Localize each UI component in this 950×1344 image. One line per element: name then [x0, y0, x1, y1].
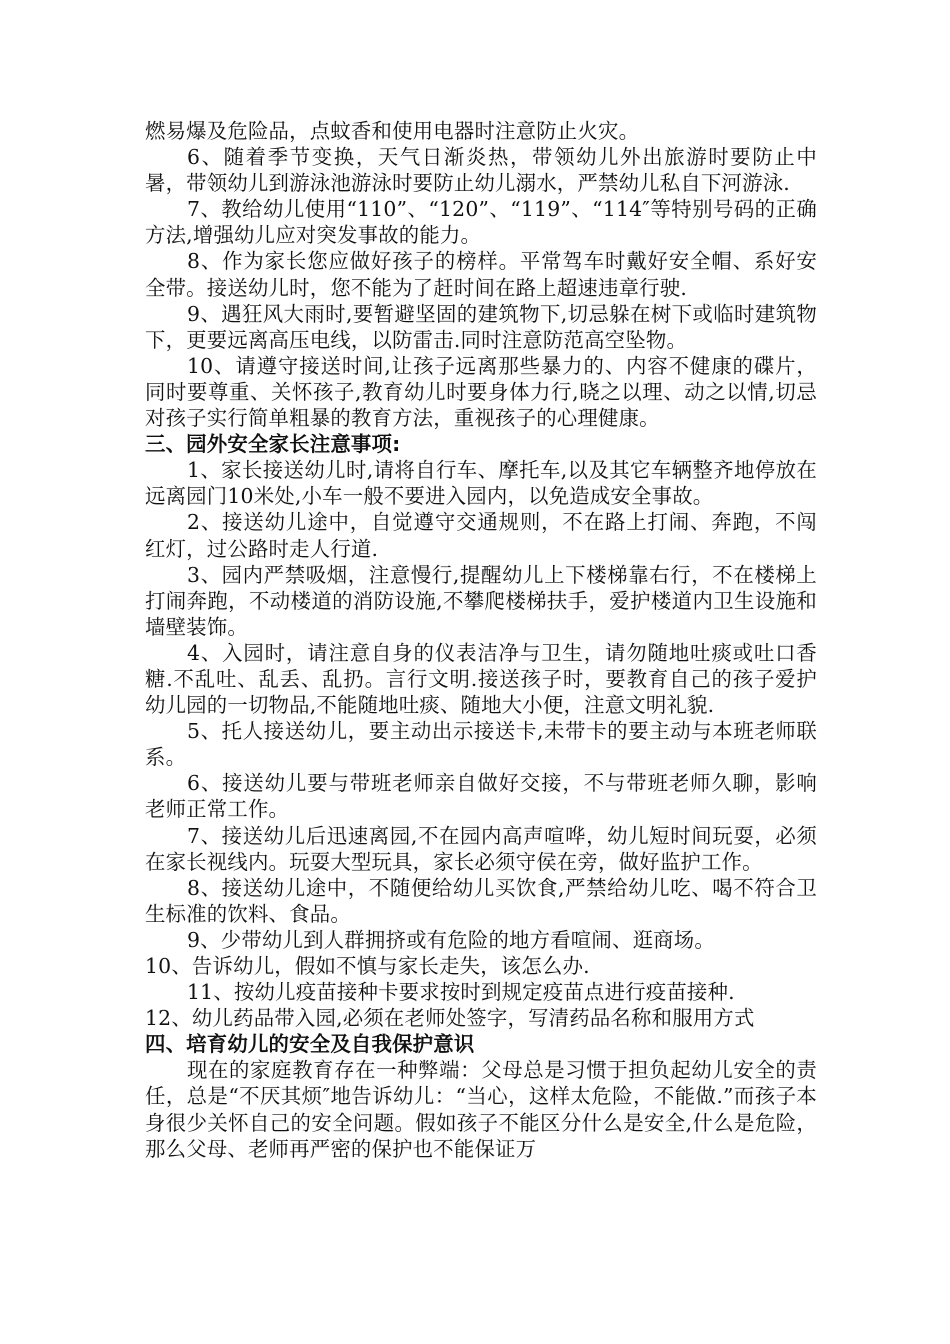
section-heading-3: 三、园外安全家长注意事项: — [145, 432, 401, 457]
paragraph-s3-item-11: 11、按幼儿疫苗接种卡要求按时到规定疫苗点进行疫苗接种. — [187, 980, 735, 1005]
paragraph-item-10-pickup-time: 10、请遵守接送时间,让孩子远离那些暴力的、内容不健康的碟片，同时要尊重、关怀孩子,教育幼儿时要身体力行,晓之以理、动之以情,切忌对孩子实行简单粗暴的教育方法，重视孩子的心理健康。 — [145, 353, 817, 431]
paragraph-s3-item-9: 9、少带幼儿到人群拥挤或有危险的地方看喧闹、逛商场。 — [187, 927, 715, 952]
paragraph-item-9-storm: 9、遇狂风大雨时,要暂避坚固的建筑物下,切忌躲在树下或临时建筑物下，更要远离高压电线，以防雷击.同时注意防范高空坠物。 — [145, 301, 817, 352]
paragraph-s3-item-8: 8、接送幼儿途中，不随便给幼儿买饮食,严禁给幼儿吃、喝不符合卫生标准的饮料、食品。 — [145, 875, 817, 926]
paragraph-s3-item-12: 12、幼儿药品带入园,必须在老师处签字，写清药品名称和服用方式 — [145, 1006, 755, 1031]
paragraph-item-7-emergency-numbers: 7、教给幼儿使用“110”、“120”、“119”、“114″等特别号码的正确方法,增强幼儿应对突发事故的能力。 — [145, 197, 817, 248]
paragraph-fire-safety-tail: 燃易爆及危险品，点蚊香和使用电器时注意防止火灾。 — [145, 119, 640, 143]
document-page — [145, 118, 817, 1162]
paragraph-s3-item-10: 10、告诉幼儿，假如不慎与家长走失，该怎么办. — [145, 954, 590, 978]
paragraph-s3-item-1: 1、家长接送幼儿时,请将自行车、摩托车,以及其它车辆整齐地停放在远离园门10米处,小车一般不要进入园内，以免造成安全事故。 — [145, 458, 817, 509]
paragraph-s3-item-4: 4、入园时，请注意自身的仪表洁净与卫生，请勿随地吐痰或吐口香糖.不乱吐、乱丢、乱扔。言行文明.接送孩子时，要教育自己的孩子爱护幼儿园的一切物品,不能随地吐痰、随地大小便，注意文明礼貌. — [145, 640, 817, 718]
paragraph-item-8-role-model: 8、作为家长您应做好孩子的榜样。平常驾车时戴好安全帽、系好安全带。接送幼儿时，您不能为了赶时间在路上超速违章行驶. — [145, 249, 817, 300]
paragraph-item-6-heat: 6、随着季节变换，天气日渐炎热，带领幼儿外出旅游时要防止中暑，带领幼儿到游泳池游泳时要防止幼儿溺水，严禁幼儿私自下河游泳. — [145, 145, 817, 196]
paragraph-s3-item-2: 2、接送幼儿途中，自觉遵守交通规则，不在路上打闹、奔跑，不闯红灯，过公路时走人行道. — [145, 510, 817, 561]
section-heading-4: 四、培育幼儿的安全及自我保护意识 — [145, 1032, 475, 1057]
paragraph-s3-item-7: 7、接送幼儿后迅速离园,不在园内高声喧哗，幼儿短时间玩耍，必须在家长视线内。玩耍大型玩具，家长必须守侯在旁，做好监护工作。 — [145, 823, 817, 874]
paragraph-s3-item-3: 3、园内严禁吸烟，注意慢行,提醒幼儿上下楼梯靠右行，不在楼梯上打闹奔跑，不动楼道的消防设施,不攀爬楼梯扶手，爱护楼道内卫生设施和墙壁装饰。 — [145, 562, 817, 639]
paragraph-s3-item-6: 6、接送幼儿要与带班老师亲自做好交接，不与带班老师久聊，影响老师正常工作。 — [145, 771, 817, 822]
paragraph-s3-item-5: 5、托人接送幼儿，要主动出示接送卡,未带卡的要主动与本班老师联系。 — [145, 719, 817, 770]
paragraph-s4-intro: 现在的家庭教育存在一种弊端：父母总是习惯于担负起幼儿安全的责任，总是“不厌其烦″地告诉幼儿：“当心，这样太危险，不能做.”而孩子本身很少关怀自己的安全问题。假如孩子不能区分什么是安全,什么是危险，那么父母、老师再严密的保护也不能保证万 — [145, 1058, 817, 1161]
